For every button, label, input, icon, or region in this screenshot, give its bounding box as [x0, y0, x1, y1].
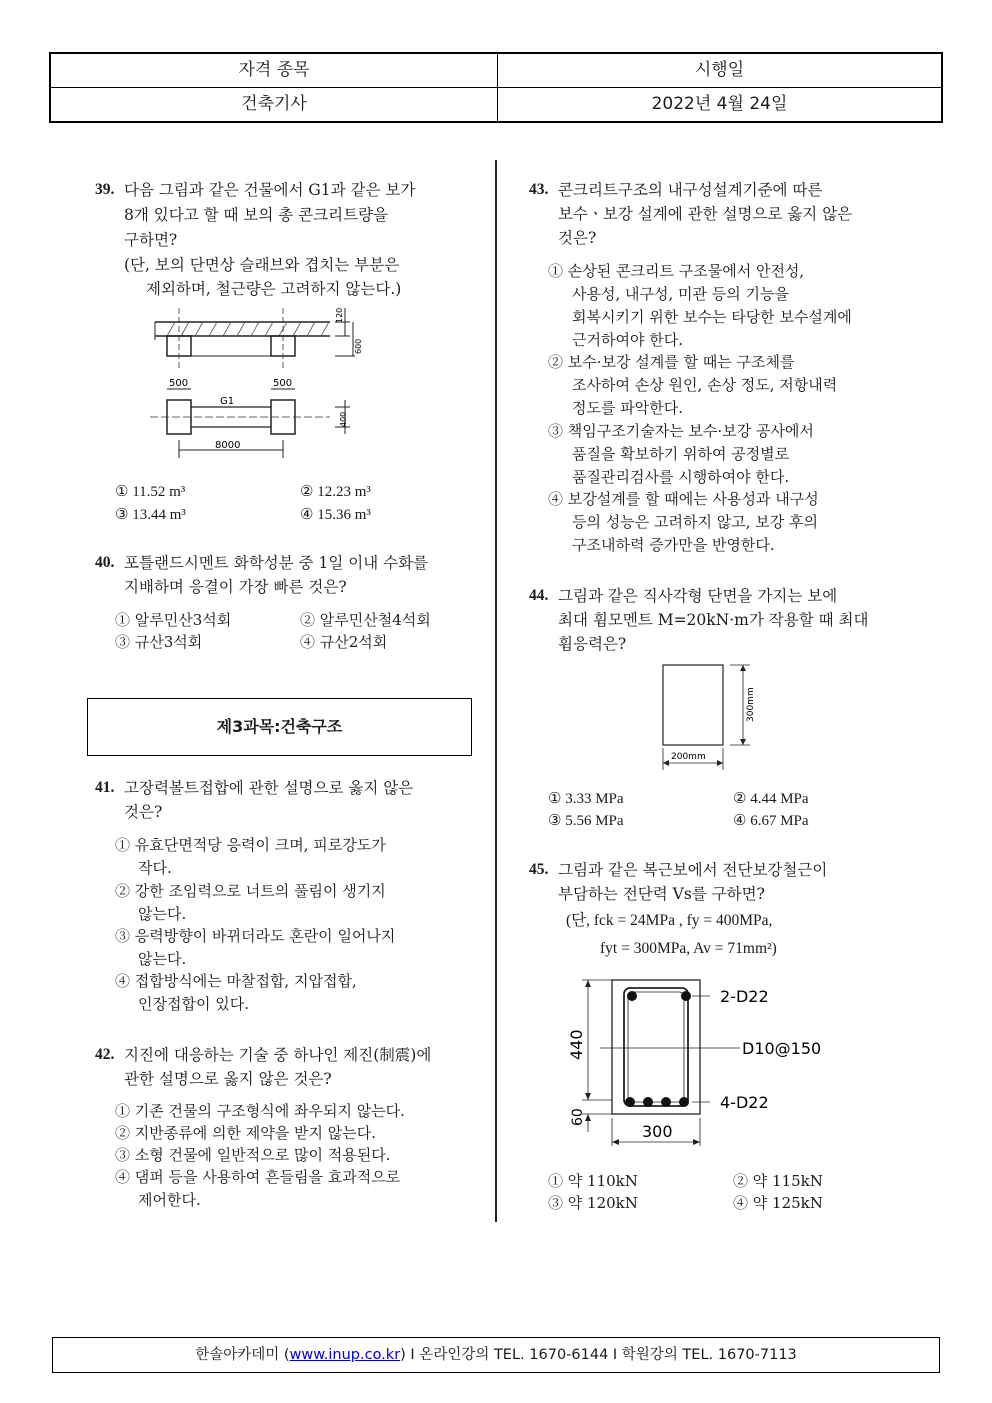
question-note: (단, 보의 단면상 슬래브와 겹치는 부분은	[124, 256, 400, 274]
question-text: 것은?	[124, 803, 163, 821]
option-1[interactable]: ① 알루민산3석회	[115, 611, 232, 629]
option-1[interactable]: ① 3.33 MPa	[548, 791, 624, 807]
section-title: 제3과목:건축구조	[87, 698, 472, 756]
question-text: 콘크리트구조의 내구성설계기준에 따른	[558, 181, 823, 199]
option-1-cont: 사용성, 내구성, 미관 등의 기능을	[572, 285, 789, 303]
option-1[interactable]: ① 손상된 콘크리트 구조물에서 안전성,	[548, 262, 805, 280]
dim-300: 300	[642, 1122, 673, 1141]
question-number: 39.	[95, 181, 115, 198]
option-2[interactable]: ② 12.23 m³	[300, 484, 371, 500]
option-4[interactable]: ④ 댐퍼 등을 사용하여 흔들림을 효과적으로	[115, 1168, 401, 1186]
option-1-cont: 회복시키기 위한 보수는 타당한 보수설계에	[572, 308, 852, 326]
column-divider	[495, 160, 497, 1222]
option-1[interactable]: ① 11.52 m³	[115, 484, 186, 500]
option-3[interactable]: ③ 응력방향이 바뀌더라도 혼란이 일어나지	[115, 927, 396, 945]
header-col1-value: 건축기사	[241, 94, 307, 114]
option-4-cont: 인장접합이 있다.	[138, 995, 249, 1013]
option-1-cont: 작다.	[138, 859, 172, 877]
option-1[interactable]: ① 유효단면적당 응력이 크며, 피로강도가	[115, 836, 386, 854]
question-text: 것은?	[558, 229, 597, 247]
dim-label: 600	[354, 338, 363, 354]
question-text: 그림과 같은 직사각형 단면을 가지는 보에	[558, 587, 838, 605]
option-3-cont: 품질관리검사를 시행하여야 한다.	[572, 468, 790, 486]
option-1[interactable]: ① 기존 건물의 구조형식에 좌우되지 않는다.	[115, 1102, 405, 1120]
question-text: 관한 설명으로 옳지 않은 것은?	[124, 1070, 332, 1088]
question-note: (단, fck = 24MPa , fy = 400MPa,	[566, 912, 773, 929]
header-col2-title: 시행일	[694, 60, 745, 80]
footer-website-link[interactable]: www.inup.co.kr	[289, 1347, 401, 1363]
header-col1-title: 자격 종목	[238, 60, 310, 80]
dim-width: 200mm	[671, 752, 706, 762]
beam-label: G1	[220, 396, 235, 407]
option-2[interactable]: ② 알루민산철4석회	[300, 611, 431, 629]
dim-60: 60	[570, 1108, 586, 1126]
question-text: 구하면?	[124, 231, 178, 249]
question-text: 최대 휨모멘트 M=20kN·m가 작용할 때 최대	[558, 611, 869, 629]
question-text: 고장력볼트접합에 관한 설명으로 옳지 않은	[124, 779, 414, 797]
dim-label: 500	[273, 378, 293, 389]
option-3[interactable]: ③ 책임구조기술자는 보수·보강 공사에서	[548, 422, 814, 440]
option-2[interactable]: ② 강한 조임력으로 너트의 풀림이 생기지	[115, 882, 386, 900]
footer	[52, 1337, 940, 1373]
question-number: 44.	[529, 587, 549, 604]
dim-440: 440	[567, 1029, 586, 1060]
question-text: 다음 그림과 같은 건물에서 G1과 같은 보가	[124, 181, 416, 199]
option-3[interactable]: ③ 약 120kN	[548, 1194, 638, 1212]
footer-contact: ) I 온라인강의 TEL. 1670-6144 I 학원강의 TEL. 1670-7113	[400, 1347, 797, 1363]
question-text: 부담하는 전단력 Vs를 구하면?	[558, 885, 765, 903]
dim-label: 500	[169, 378, 189, 389]
option-4[interactable]: ④ 6.67 MPa	[733, 813, 809, 829]
option-4[interactable]: ④ 규산2석회	[300, 633, 388, 651]
option-4-cont: 구조내하력 증가만을 반영한다.	[572, 536, 775, 554]
label-top-bars: 2-D22	[720, 987, 769, 1006]
question-number: 42.	[95, 1046, 115, 1063]
option-2[interactable]: ② 4.44 MPa	[733, 791, 809, 807]
q45-beam-section-figure	[560, 970, 850, 1150]
dim-label: 8000	[215, 440, 241, 451]
option-3[interactable]: ③ 5.56 MPa	[548, 813, 624, 829]
dim-height: 300mm	[746, 687, 756, 722]
q39-beam-figure	[145, 300, 365, 465]
option-2[interactable]: ② 약 115kN	[733, 1172, 823, 1190]
option-3[interactable]: ③ 규산3석회	[115, 633, 203, 651]
option-2-cont: 조사하여 손상 원인, 손상 정도, 저항내력	[572, 376, 838, 394]
label-bottom-bars: 4-D22	[720, 1093, 769, 1112]
option-4[interactable]: ④ 15.36 m³	[300, 507, 371, 523]
header-table	[49, 52, 943, 123]
q44-section-figure	[655, 660, 765, 775]
option-2-cont: 않는다.	[138, 905, 187, 923]
option-3[interactable]: ③ 소형 건물에 일반적으로 많이 적용된다.	[115, 1146, 391, 1164]
dim-label: 400	[339, 411, 348, 427]
question-note: fyt = 300MPa, Av = 71mm²)	[600, 940, 777, 957]
label-stirrup: D10@150	[742, 1039, 822, 1058]
option-1[interactable]: ① 약 110kN	[548, 1172, 638, 1190]
option-4[interactable]: ④ 접합방식에는 마찰접합, 지압접합,	[115, 972, 357, 990]
option-4[interactable]: ④ 약 125kN	[733, 1194, 823, 1212]
question-number: 40.	[95, 554, 115, 571]
question-text: 8개 있다고 할 때 보의 총 콘크리트량을	[124, 206, 389, 224]
question-text: 지배하며 응결이 가장 빠른 것은?	[124, 578, 347, 596]
question-text: 지진에 대응하는 기술 중 하나인 제진(制震)에	[124, 1046, 432, 1064]
option-4-cont: 제어한다.	[138, 1191, 201, 1209]
option-3-cont: 않는다.	[138, 950, 187, 968]
option-2[interactable]: ② 지반종류에 의한 제약을 받지 않는다.	[115, 1124, 376, 1142]
header-col2-value: 2022년 4월 24일	[651, 94, 788, 114]
question-text: 휨응력은?	[558, 635, 627, 653]
question-number: 43.	[529, 181, 549, 198]
option-3[interactable]: ③ 13.44 m³	[115, 507, 186, 523]
question-text: 포틀랜드시멘트 화학성분 중 1일 이내 수화를	[124, 554, 429, 572]
dim-label: 120	[335, 307, 344, 323]
footer-academy: 한솔아카데미 (	[195, 1347, 290, 1363]
option-2-cont: 정도를 파악한다.	[572, 399, 683, 417]
option-1-cont: 근거하여야 한다.	[572, 331, 683, 349]
question-note: 제외하며, 철근량은 고려하지 않는다.)	[146, 280, 402, 298]
option-4-cont: 등의 성능은 고려하지 않고, 보강 후의	[572, 513, 818, 531]
question-number: 41.	[95, 779, 115, 796]
option-3-cont: 품질을 확보하기 위하여 공정별로	[572, 445, 790, 463]
question-text: 그림과 같은 복근보에서 전단보강철근이	[558, 861, 828, 879]
option-2[interactable]: ② 보수·보강 설계를 할 때는 구조체를	[548, 353, 795, 371]
option-4[interactable]: ④ 보강설계를 할 때에는 사용성과 내구성	[548, 490, 819, 508]
question-text: 보수ㆍ보강 설계에 관한 설명으로 옳지 않은	[558, 205, 853, 223]
question-number: 45.	[529, 861, 549, 878]
